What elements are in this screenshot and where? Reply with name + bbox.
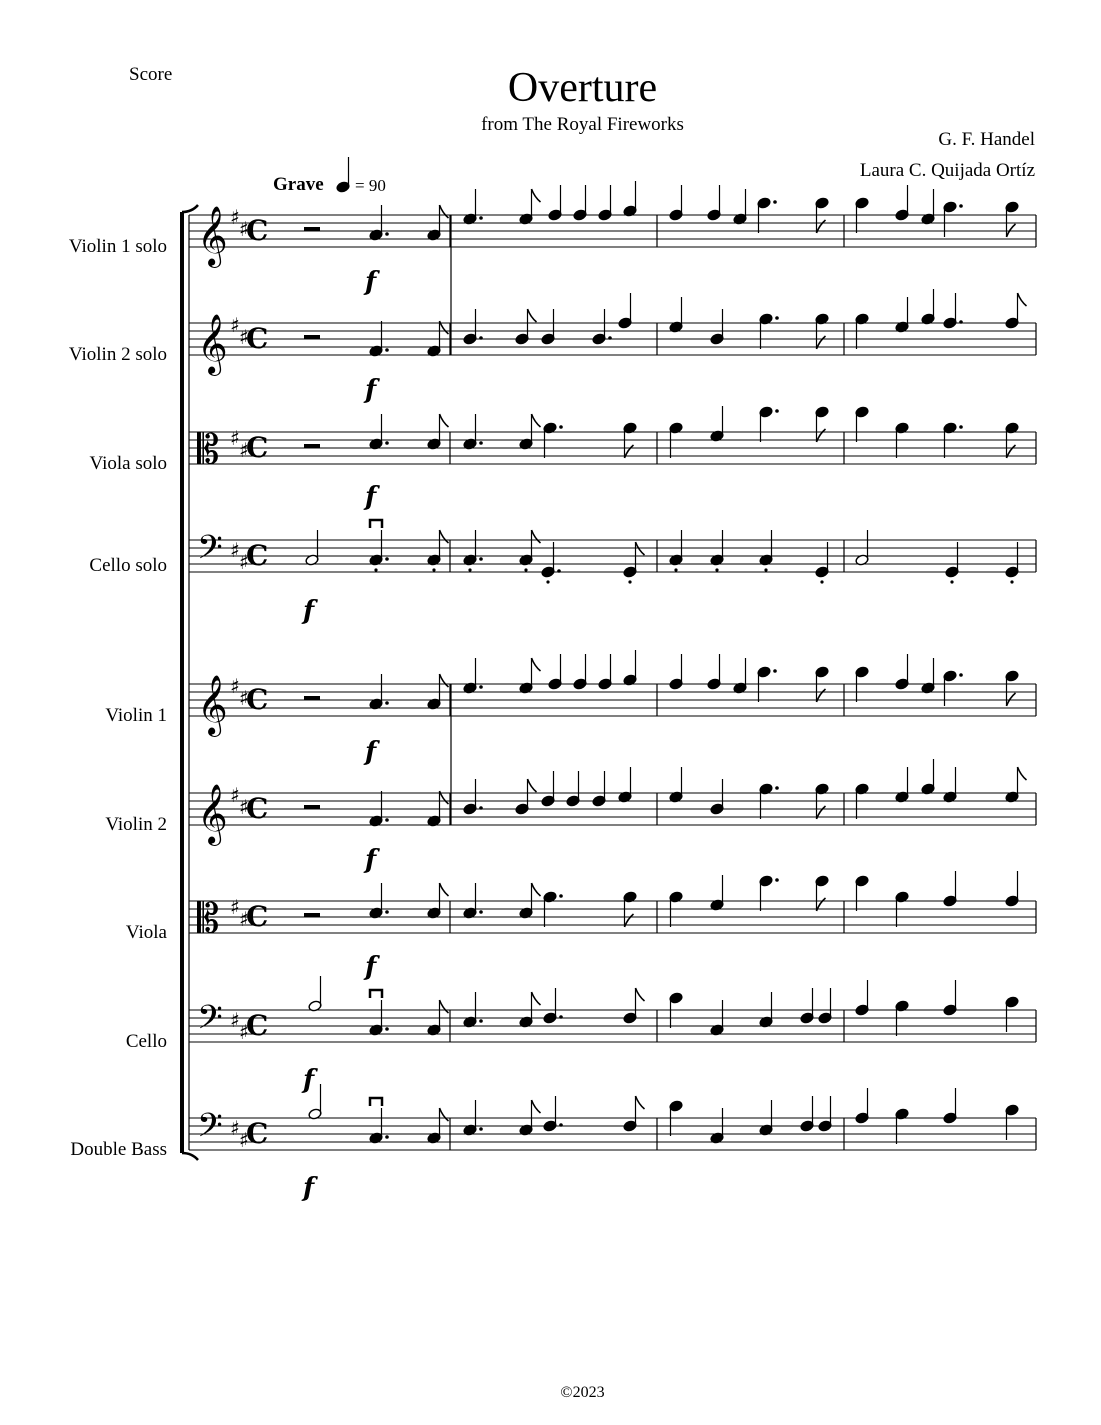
flag <box>528 779 537 792</box>
flag <box>532 414 541 427</box>
note <box>710 779 724 815</box>
note <box>943 980 957 1016</box>
note <box>1005 201 1019 237</box>
dynamic-forte: f <box>303 1065 315 1095</box>
sharp-icon: ♯ <box>239 907 249 931</box>
note <box>519 189 541 225</box>
half-rest-icon <box>304 696 320 701</box>
dot <box>775 409 779 413</box>
dot <box>385 557 389 561</box>
instrument-label-double-bass: Double Bass <box>70 1139 167 1160</box>
bracket-bottom-hook <box>182 1153 198 1160</box>
tempo-value: = 90 <box>355 176 386 195</box>
time-signature: C <box>246 900 269 933</box>
note <box>921 289 935 325</box>
note <box>623 1096 645 1132</box>
note <box>815 875 829 911</box>
sharp-icon: ♯ <box>239 438 249 462</box>
note <box>427 530 449 572</box>
bass-clef-icon: 𝄢 <box>197 529 223 575</box>
note <box>1005 871 1019 907</box>
dynamic-forte: f <box>365 737 377 767</box>
flag <box>532 1100 541 1113</box>
note <box>707 185 721 221</box>
subtitle: from The Royal Fireworks <box>481 114 684 135</box>
flag <box>528 309 537 322</box>
sharp-icon: ♯ <box>239 1128 249 1152</box>
time-signature: C <box>246 431 269 464</box>
note <box>1005 996 1019 1032</box>
note <box>921 658 935 694</box>
note <box>543 1096 563 1132</box>
sharp-icon: ♯ <box>230 313 240 337</box>
sharp-icon: ♯ <box>230 674 240 698</box>
dynamic-forte: f <box>365 952 377 982</box>
note <box>573 654 587 690</box>
treble-clef-icon: 𝄞 <box>197 314 228 374</box>
note <box>336 157 350 193</box>
note <box>895 654 909 690</box>
composer: G. F. Handel <box>938 129 1035 150</box>
note <box>623 988 645 1024</box>
dynamic-forte: f <box>365 375 377 405</box>
staccato <box>764 568 767 571</box>
flag <box>636 988 645 1001</box>
half-rest-icon <box>304 335 320 340</box>
note <box>733 189 747 225</box>
flag <box>532 992 541 1005</box>
note <box>669 767 683 803</box>
dynamic-forte: f <box>303 596 315 626</box>
tempo-marking: Grave <box>273 174 324 195</box>
dot <box>479 336 483 340</box>
note <box>710 875 724 911</box>
note <box>519 530 541 572</box>
note <box>710 530 724 572</box>
note <box>463 189 483 225</box>
dot <box>559 1015 563 1019</box>
instrument-label-viola-solo: Viola solo <box>89 453 167 474</box>
dynamic-forte: f <box>365 845 377 875</box>
note <box>815 406 829 442</box>
dot <box>385 818 389 822</box>
note <box>1005 767 1027 803</box>
treble-clef-icon: 𝄞 <box>197 675 228 735</box>
flag <box>440 530 449 543</box>
dot <box>479 806 483 810</box>
note <box>800 1096 814 1132</box>
instrument-label-violin1-solo: Violin 1 solo <box>68 236 167 257</box>
note <box>463 530 483 572</box>
half-rest-icon <box>304 805 320 810</box>
note <box>800 988 814 1024</box>
time-signature: C <box>246 683 269 716</box>
sharp-icon: ♯ <box>230 205 240 229</box>
sharp-icon: ♯ <box>239 686 249 710</box>
note <box>1005 1104 1019 1140</box>
dot <box>479 1019 483 1023</box>
staccato <box>524 568 527 571</box>
flag <box>440 414 449 427</box>
dot <box>959 425 963 429</box>
half-rest-icon <box>304 913 320 918</box>
dot <box>385 232 389 236</box>
note <box>943 767 957 803</box>
dot <box>559 894 563 898</box>
note <box>515 309 537 345</box>
flag <box>532 658 541 671</box>
note <box>818 988 832 1024</box>
note <box>463 779 483 815</box>
note <box>895 297 909 333</box>
dot <box>479 216 483 220</box>
dynamic-forte: f <box>303 1173 315 1203</box>
staff <box>189 1118 1036 1150</box>
down-bow-icon <box>370 1098 382 1106</box>
staccato <box>715 568 718 571</box>
note <box>669 530 683 572</box>
note <box>598 654 612 690</box>
instrument-label-violin1: Violin 1 <box>105 705 167 726</box>
note <box>943 201 963 237</box>
flag <box>636 1096 645 1109</box>
flag <box>532 530 541 543</box>
dot <box>775 878 779 882</box>
staccato <box>546 580 549 583</box>
note <box>921 189 935 225</box>
arranger: Laura C. Quijada Ortíz <box>859 160 1035 181</box>
bracket-top-hook <box>182 205 198 212</box>
dot <box>773 669 777 673</box>
flag <box>1018 293 1027 306</box>
time-signature: C <box>246 322 269 355</box>
note <box>618 767 632 803</box>
down-bow-icon <box>370 990 382 998</box>
flag <box>440 883 449 896</box>
down-bow-icon <box>370 520 382 528</box>
staccato <box>374 568 377 571</box>
time-signature: C <box>246 1117 269 1150</box>
note <box>573 185 587 221</box>
dot <box>559 425 563 429</box>
alto-clef-icon: 𝄡 <box>197 896 220 942</box>
note <box>592 309 612 345</box>
dot <box>385 441 389 445</box>
dot <box>479 441 483 445</box>
staccato <box>628 580 631 583</box>
staccato <box>1010 580 1013 583</box>
note <box>733 658 747 694</box>
note <box>818 1096 832 1132</box>
note <box>921 759 935 795</box>
dot <box>479 1127 483 1131</box>
note <box>710 309 724 345</box>
dot <box>773 200 777 204</box>
treble-clef-icon: 𝄞 <box>197 784 228 844</box>
time-signature: C <box>246 1009 269 1042</box>
time-signature: C <box>246 539 269 572</box>
dot <box>959 673 963 677</box>
note <box>618 293 632 329</box>
note <box>598 185 612 221</box>
instrument-label-viola: Viola <box>125 922 167 943</box>
dot <box>479 557 483 561</box>
sharp-icon: ♯ <box>230 783 240 807</box>
note <box>308 976 322 1012</box>
note <box>463 658 483 694</box>
instrument-label-cello: Cello <box>125 1031 167 1052</box>
note <box>855 1088 869 1124</box>
page-title: Overture <box>507 65 658 111</box>
sharp-icon: ♯ <box>230 538 240 562</box>
sharp-icon: ♯ <box>230 895 240 919</box>
note <box>1005 670 1019 706</box>
note <box>895 767 909 803</box>
note <box>759 530 773 572</box>
flag <box>440 1108 449 1121</box>
note <box>669 297 683 333</box>
dot <box>775 316 779 320</box>
note <box>855 406 869 442</box>
note <box>943 1088 957 1124</box>
dot <box>385 1027 389 1031</box>
note <box>1005 293 1027 329</box>
dot <box>479 685 483 689</box>
copyright: ©2023 <box>560 1384 605 1401</box>
treble-clef-icon: 𝄞 <box>197 206 228 266</box>
note <box>707 654 721 690</box>
sharp-icon: ♯ <box>230 426 240 450</box>
dot <box>385 1135 389 1139</box>
dot <box>775 786 779 790</box>
staccato <box>432 568 435 571</box>
staff <box>189 1010 1036 1042</box>
note <box>541 771 555 807</box>
note <box>855 875 869 911</box>
note <box>519 658 541 694</box>
note <box>895 185 909 221</box>
note <box>710 406 724 442</box>
instrument-label-violin2: Violin 2 <box>105 814 167 835</box>
dot <box>959 204 963 208</box>
note <box>541 309 555 345</box>
dot <box>608 336 612 340</box>
note <box>548 185 562 221</box>
note <box>548 654 562 690</box>
note <box>669 654 683 690</box>
flag <box>440 1000 449 1013</box>
sharp-icon: ♯ <box>230 1116 240 1140</box>
note <box>566 771 580 807</box>
flag <box>440 205 449 218</box>
half-rest-icon <box>304 227 320 232</box>
dot <box>385 701 389 705</box>
note <box>669 185 683 221</box>
note <box>943 670 963 706</box>
time-signature: C <box>246 214 269 247</box>
sharp-icon: ♯ <box>239 325 249 349</box>
flag <box>532 189 541 202</box>
note <box>623 181 637 217</box>
note <box>463 309 483 345</box>
sharp-icon: ♯ <box>230 1008 240 1032</box>
flag <box>440 674 449 687</box>
note <box>592 771 606 807</box>
staccato <box>950 580 953 583</box>
note <box>515 779 537 815</box>
dot <box>959 320 963 324</box>
note <box>759 875 779 911</box>
note <box>943 293 963 329</box>
alto-clef-icon: 𝄡 <box>197 427 220 473</box>
dot <box>385 348 389 352</box>
sharp-icon: ♯ <box>239 1020 249 1044</box>
dot <box>385 910 389 914</box>
staccato <box>468 568 471 571</box>
note <box>623 650 637 686</box>
staccato <box>674 568 677 571</box>
flag <box>532 883 541 896</box>
bass-clef-icon: 𝄢 <box>197 1107 223 1153</box>
dot <box>557 569 561 573</box>
note <box>759 406 779 442</box>
staccato <box>820 580 823 583</box>
instrument-label-cello-solo: Cello solo <box>89 555 167 576</box>
half-rest-icon <box>304 444 320 449</box>
score-label: Score <box>129 64 173 85</box>
note <box>855 980 869 1016</box>
note <box>543 988 563 1024</box>
note <box>943 871 957 907</box>
note <box>369 530 389 572</box>
flag <box>1018 767 1027 780</box>
dot <box>479 910 483 914</box>
sharp-icon: ♯ <box>239 550 249 574</box>
sharp-icon: ♯ <box>239 795 249 819</box>
dynamic-forte: f <box>365 267 377 297</box>
bass-clef-icon: 𝄢 <box>197 999 223 1045</box>
dynamic-forte: f <box>365 482 377 512</box>
sharp-icon: ♯ <box>239 217 249 241</box>
dot <box>559 1123 563 1127</box>
time-signature: C <box>246 792 269 825</box>
instrument-label-violin2-solo: Violin 2 solo <box>68 344 167 365</box>
